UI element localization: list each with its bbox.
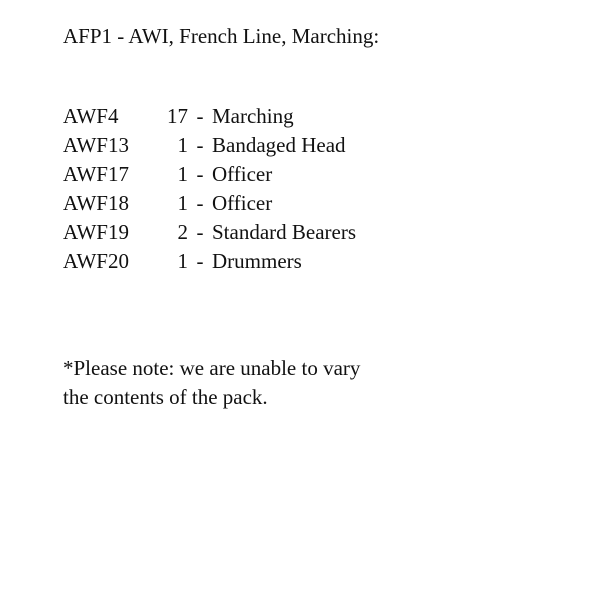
pack-contents-document <box>63 22 583 412</box>
note-line: the contents of the pack. <box>63 385 268 409</box>
list-item <box>63 102 583 131</box>
item-separator: - <box>196 220 204 244</box>
item-quantity: 1 <box>177 162 188 186</box>
item-description: Standard Bearers <box>212 220 357 244</box>
item-quantity: 1 <box>177 191 188 215</box>
contents-list <box>63 102 583 276</box>
item-quantity: 1 <box>177 249 188 273</box>
pack-title: AFP1 - AWI, French Line, Marching: <box>63 24 380 48</box>
item-description: Officer <box>212 191 273 215</box>
item-description: Drummers <box>212 249 302 273</box>
item-description: Bandaged Head <box>212 133 346 157</box>
item-code: AWF17 <box>63 162 129 186</box>
list-item <box>63 131 583 160</box>
list-item <box>63 189 583 218</box>
item-quantity: 2 <box>177 220 188 244</box>
item-description: Officer <box>212 162 273 186</box>
item-separator: - <box>196 104 204 128</box>
item-code: AWF18 <box>63 191 129 215</box>
item-quantity: 17 <box>167 104 188 128</box>
note-line: *Please note: we are unable to vary <box>63 356 361 380</box>
list-item <box>63 247 583 276</box>
list-item <box>63 218 583 247</box>
pack-note <box>63 354 583 412</box>
item-code: AWF4 <box>63 104 119 128</box>
item-separator: - <box>196 249 204 273</box>
item-code: AWF19 <box>63 220 129 244</box>
item-separator: - <box>196 133 204 157</box>
item-code: AWF13 <box>63 133 129 157</box>
item-separator: - <box>196 191 204 215</box>
list-item <box>63 160 583 189</box>
item-description: Marching <box>212 104 294 128</box>
item-quantity: 1 <box>177 133 188 157</box>
item-separator: - <box>196 162 204 186</box>
item-code: AWF20 <box>63 249 129 273</box>
